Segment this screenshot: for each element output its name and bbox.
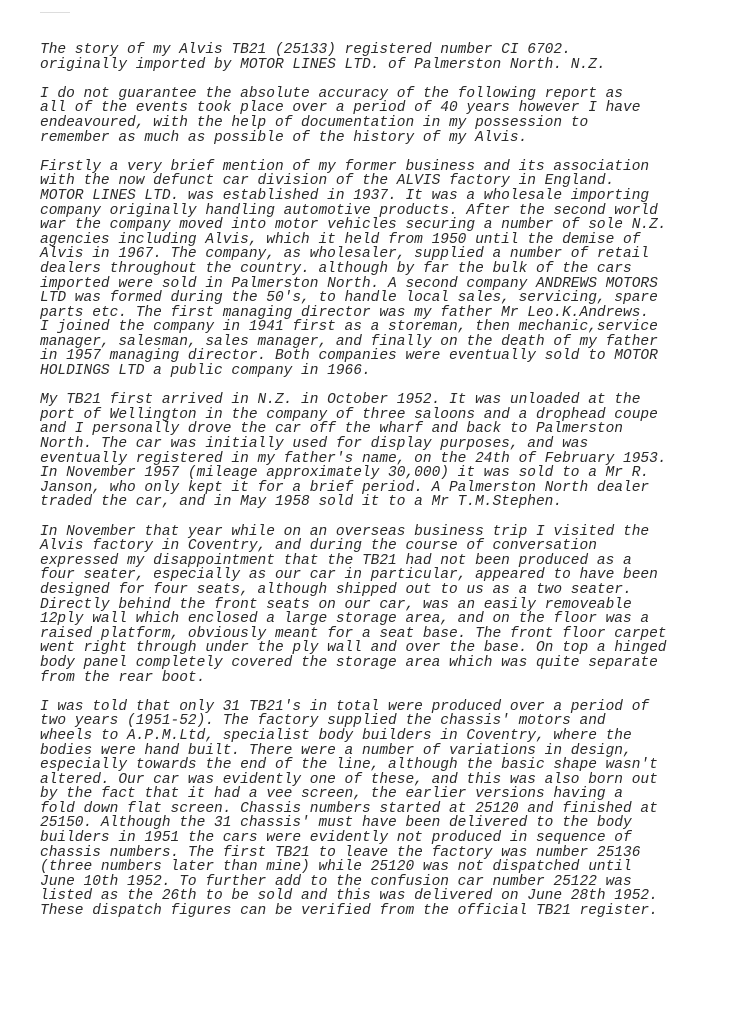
paragraph [40,160,730,379]
text-line: Janson, who only kept it for a brief period. A Palmerston North dealer [40,479,650,496]
text-line: all of the events took place over a period of 40 years however I have [40,100,641,117]
text-line: MOTOR LINES LTD. was established in 1937. It was a wholesale importing [40,187,650,204]
text-line: from the rear boot. [40,669,206,686]
text-line: eventually registered in my father's name, on the 24th of February 1953. [40,450,667,467]
text-line: I joined the company in 1941 first as a storeman, then mechanic,service [40,319,658,336]
text-line: Alvis factory in Coventry, and during the course of conversation [40,538,597,555]
text-line: went right through under the ply wall and over the base. On top a hinged [40,640,667,657]
text-line: by the fact that it had a vee screen, the earlier versions having a [40,786,623,803]
text-line: remember as much as possible of the history of my Alvis. [40,129,528,146]
text-line: raised platform, obviously meant for a seat base. The front floor carpet [40,625,667,642]
text-line: expressed my disappointment that the TB21 had not been produced as a [40,552,632,569]
text-line: I do not guarantee the absolute accuracy of the following report as [40,85,623,102]
text-line: body panel completely covered the storage area which was quite separate [40,654,658,671]
text-line: port of Wellington in the company of three saloons and a drophead coupe [40,406,658,423]
text-line: with the now defunct car division of the ALVIS factory in England. [40,173,615,190]
text-line: (three numbers later than mine) while 25120 was not dispatched until [40,859,632,876]
paragraph [40,43,730,72]
text-line: designed for four seats, although shipped out to us as a two seater. [40,581,632,598]
text-line: two years (1951-52). The factory supplied the chassis' motors and [40,713,606,730]
text-line: In November that year while on an overseas business trip I visited the [40,523,650,540]
text-line: in 1957 managing director. Both companies were eventually sold to MOTOR [40,348,658,365]
text-line: chassis numbers. The first TB21 to leave the factory was number 25136 [40,844,641,861]
paragraph [40,87,730,145]
text-line: originally imported by MOTOR LINES LTD. of Palmerston North. N.Z. [40,56,606,73]
text-line: 25150. Although the 31 chassis' must have been delivered to the body [40,815,632,832]
text-line: HOLDINGS LTD a public company in 1966. [40,363,371,380]
scan-mark [40,12,70,13]
text-line: listed as the 26th to be sold and this was delivered on June 28th 1952. [40,888,658,905]
text-line: Alvis in 1967. The company, as wholesaler, supplied a number of retail [40,246,650,263]
text-line: dealers throughout the country. although by far the bulk of the cars [40,260,632,277]
text-line: company originally handling automotive products. After the second world [40,202,658,219]
text-line: agencies including Alvis, which it held from 1950 until the demise of [40,231,641,248]
document-page [40,43,730,933]
text-line: Directly behind the front seats on our car, was an easily removeable [40,596,632,613]
text-line: wheels to A.P.M.Ltd, specialist body builders in Coventry, where the [40,727,632,744]
text-line: especially towards the end of the line, although the basic shape wasn't [40,757,658,774]
text-line: endeavoured, with the help of documentation in my possession to [40,114,589,131]
text-line: My TB21 first arrived in N.Z. in October 1952. It was unloaded at the [40,392,641,409]
text-line: The story of my Alvis TB21 (25133) registered number CI 6702. [40,42,571,58]
text-line: traded the car, and in May 1958 sold it to a Mr T.M.Stephen. [40,494,563,511]
text-line: builders in 1951 the cars were evidently not produced in sequence of [40,830,632,847]
paragraph [40,525,730,686]
paragraph [40,393,730,510]
paragraph [40,700,730,919]
text-line: June 10th 1952. To further add to the confusion car number 25122 was [40,873,632,890]
text-line: war the company moved into motor vehicles securing a number of sole N.Z. [40,217,667,234]
text-line: parts etc. The first managing director was my father Mr Leo.K.Andrews. [40,304,650,321]
text-line: imported were sold in Palmerston North. A second company ANDREWS MOTORS [40,275,658,292]
text-line: and I personally drove the car off the wharf and back to Palmerston [40,421,623,438]
text-line: These dispatch figures can be verified from the official TB21 register. [40,903,658,920]
text-line: four seater, especially as our car in particular, appeared to have been [40,567,658,584]
text-line: 12ply wall which enclosed a large storage area, and on the floor was a [40,611,650,628]
text-line: I was told that only 31 TB21's in total were produced over a period of [40,698,650,715]
text-line: bodies were hand built. There were a number of variations in design, [40,742,632,759]
text-line: manager, salesman, sales manager, and finally on the death of my father [40,333,658,350]
text-line: In November 1957 (mileage approximately 30,000) it was sold to a Mr R. [40,465,650,482]
text-line: fold down flat screen. Chassis numbers started at 25120 and finished at [40,800,658,817]
text-line: Firstly a very brief mention of my former business and its association [40,158,650,175]
text-line: LTD was formed during the 50's, to handle local sales, servicing, spare [40,290,658,307]
text-line: North. The car was initially used for display purposes, and was [40,436,589,453]
text-line: altered. Our car was evidently one of these, and this was also born out [40,771,658,788]
